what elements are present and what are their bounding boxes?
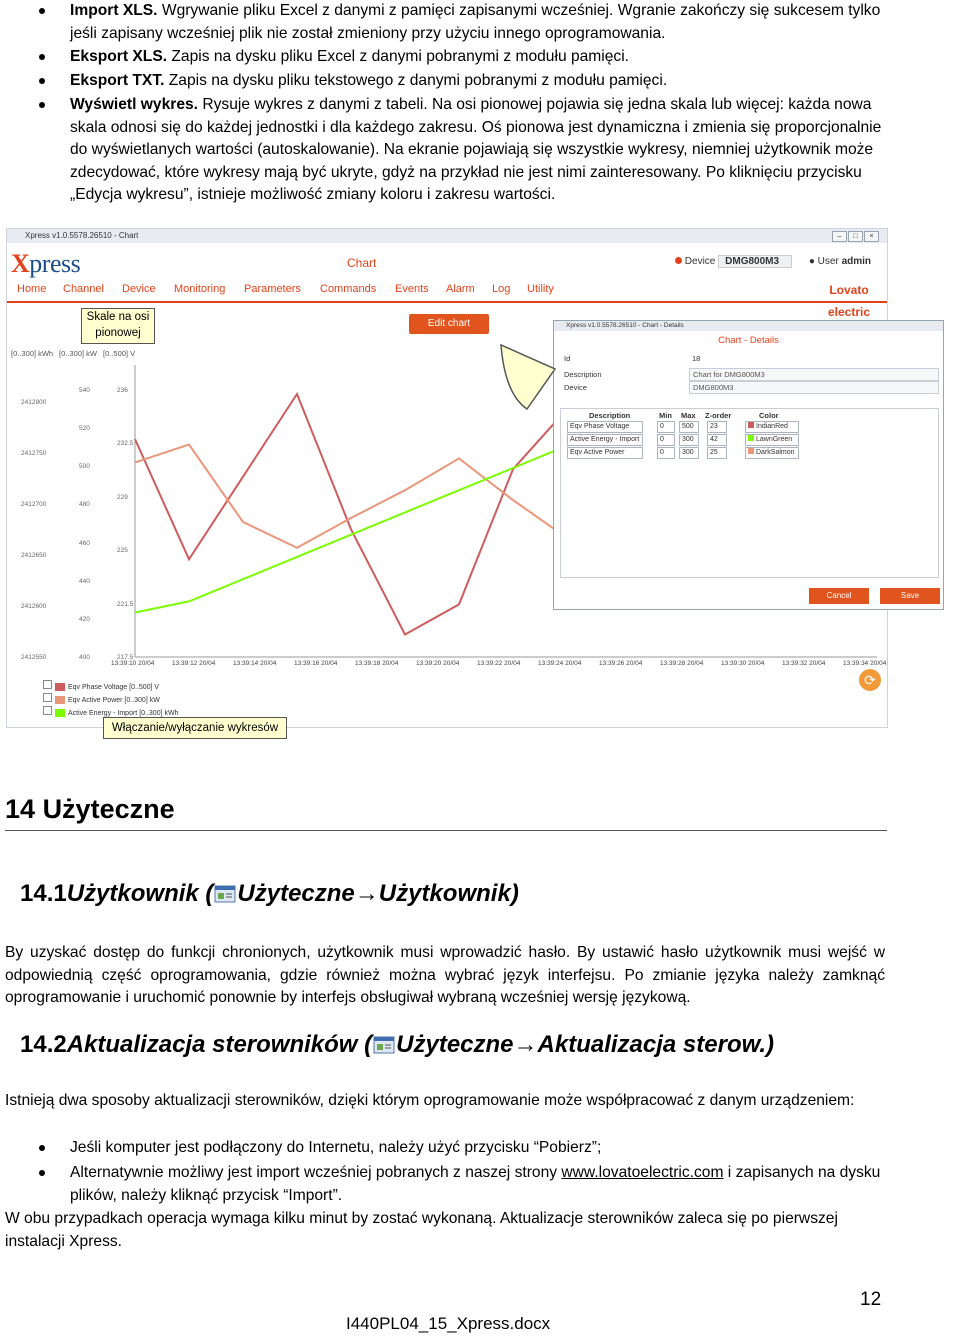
- col-zorder: Z-order: [705, 411, 732, 420]
- x-tick: 13:39:20 20/04: [416, 660, 460, 667]
- callout-scales: Skale na osi pionowej: [81, 308, 155, 344]
- row-description-select[interactable]: Eqv Active Power: [567, 447, 643, 459]
- bullet-text: Alternatywnie możliwy jest import wcześniej pobranych z naszej strony: [70, 1164, 562, 1181]
- row-min-input[interactable]: 0: [657, 421, 675, 433]
- bullet-bold: Eksport TXT.: [70, 72, 165, 89]
- utility-icon: [214, 885, 236, 903]
- color-swatch: [748, 435, 754, 441]
- y-tick-energy: 2412700: [21, 501, 47, 508]
- legend-item-voltage[interactable]: [43, 680, 159, 691]
- device-value: DMG800M3: [718, 255, 792, 268]
- y-tick-energy: 2412750: [21, 450, 47, 457]
- id-value: 18: [692, 354, 701, 363]
- legend-label: Eqv Active Power [0..300] kW: [68, 697, 160, 704]
- section-title-post: ): [766, 1031, 775, 1058]
- y-tick-power: 500: [79, 463, 90, 471]
- bullet-text: Zapis na dysku pliku Excel z danymi pobranymi z modułu pamięci.: [167, 48, 630, 65]
- row-zorder-input[interactable]: 42: [707, 434, 727, 446]
- legend-swatch: [55, 709, 65, 717]
- x-tick: 13:39:10 20/04: [111, 660, 155, 667]
- scale-header-v: [0..500] V: [103, 349, 136, 358]
- device-input[interactable]: DMG800M3: [689, 381, 939, 394]
- menu-item-commands[interactable]: Commands: [320, 283, 377, 295]
- bullet-text: Jeśli komputer jest podłączony do Internetu, należy użyć przycisku “Pobierz”;: [70, 1139, 602, 1156]
- bullet-export-txt: [70, 70, 888, 93]
- cancel-button[interactable]: Cancel: [809, 588, 869, 604]
- section-number: 14.2: [20, 1031, 67, 1058]
- scale-header-kw: [0..300] kW: [59, 349, 97, 358]
- x-tick: 13:39:18 20/04: [355, 660, 399, 667]
- y-tick-power: 460: [79, 539, 90, 547]
- legend-label: Active Energy - Import [0..300] kWh: [68, 710, 179, 717]
- section-heading-14-2: [20, 1031, 774, 1059]
- chart-screenshot: [6, 228, 920, 734]
- footer-filename: I440PL04_15_Xpress.docx: [346, 1314, 551, 1333]
- menu-item-events[interactable]: Events: [395, 283, 429, 295]
- section-title: Użyteczne: [42, 794, 175, 824]
- x-tick: 13:39:24 20/04: [538, 660, 582, 667]
- chart-details-dialog: [553, 320, 944, 610]
- brand-logo: Lovato electric: [817, 279, 881, 301]
- x-tick: 13:39:32 20/04: [782, 660, 826, 667]
- y-tick-power: 420: [79, 615, 90, 623]
- x-tick: 13:39:22 20/04: [477, 660, 521, 667]
- menu-item-utility[interactable]: Utility: [527, 283, 554, 295]
- menu-item-device[interactable]: Device: [122, 283, 156, 295]
- utility-icon: [373, 1036, 395, 1054]
- row-color-select[interactable]: DarkSalmon: [745, 447, 799, 459]
- menu-item-log[interactable]: Log: [492, 283, 511, 295]
- row-zorder-input[interactable]: 25: [707, 447, 727, 459]
- y-tick-voltage: 217.5: [117, 654, 134, 661]
- legend-swatch: [55, 683, 65, 691]
- scale-header-kwh: [0..300] kWh: [11, 349, 54, 358]
- y-tick-power: 400: [79, 654, 90, 661]
- section-title-path: Użyteczne→Użytkownik: [237, 880, 511, 907]
- user-icon: ●: [808, 256, 815, 267]
- user-label: User: [817, 256, 839, 267]
- bullet-text: Rysuje wykres z danymi z tabeli. Na osi pionowej pojawia się jedna skala lub więcej: każda nowa skala odnosi się do każdej jednostki i dla każdego zakresu. Oś pionowa jest dynamiczna i zmienia się proporcjonalnie do wyświetlanych wartości (autoskalowanie). Na ekranie pojawiają się wszystkie wykresy, niemniej użytkownik może zdecydować, które wykresy mają być ukryte, gdyż na przykład nie jest nimi zainteresowany. Po kliknięciu przycisku „Edycja wykresu”, istnieje możliwość zmiany koloru i zakresu wartości.: [70, 96, 882, 203]
- bullet-bold: Eksport XLS.: [70, 48, 168, 65]
- bullet-bold: Import XLS.: [70, 2, 158, 19]
- y-tick-voltage: 232.5: [117, 440, 134, 448]
- section-14-1-body: By uzyskać dostęp do funkcji chronionych, użytkownik musi wprowadzić hasło. By ustawić hasło użytkownik musi wejść w odpowiednią część oprogramowania, gdzie również można wybrać język interfejsu. Po zmianie języka należy zamknąć oprogramowanie i uruchomić ponownie by interfejs obsługiwał wybraną wcześniej wersję językową.: [5, 944, 885, 1006]
- row-max-input[interactable]: 300: [679, 434, 699, 446]
- bullet-text: Wgrywanie pliku Excel z danymi z pamięci zapisanymi wcześniej. Wgranie zakończy się sukcesem tylko jeśli zapisany wcześniej plik nie został zmieniony przy użyciu innego oprogramowania.: [70, 2, 881, 42]
- device-label: Device: [564, 383, 587, 392]
- section-title-post: ): [510, 880, 519, 907]
- logo-rest: press: [29, 249, 81, 278]
- save-button[interactable]: Save: [880, 588, 940, 604]
- section-number: 14: [5, 794, 36, 824]
- x-tick: 13:39:34 20/04: [843, 660, 887, 667]
- x-tick: 13:39:26 20/04: [599, 660, 643, 667]
- menu-item-alarm[interactable]: Alarm: [446, 283, 475, 295]
- row-min-input[interactable]: 0: [657, 447, 675, 459]
- legend-item-energy[interactable]: [43, 706, 179, 717]
- window-title: Xpress v1.0.5578.26510 - Chart: [25, 231, 139, 240]
- row-description-select[interactable]: Eqv Phase Voltage: [567, 421, 643, 433]
- y-tick-energy: 2412800: [21, 399, 47, 406]
- edit-chart-button[interactable]: Edit chart: [409, 314, 489, 334]
- x-tick: 13:39:14 20/04: [233, 660, 277, 667]
- bullet-download: [70, 1137, 888, 1160]
- section-title-pre: Aktualizacja sterowników (: [66, 1031, 373, 1058]
- dialog-title-bar: Xpress v1.0.5578.26510 - Chart - Details: [554, 321, 943, 331]
- row-color-select[interactable]: IndianRed: [745, 421, 799, 433]
- section-14-2-outro: W obu przypadkach operacja wymaga kilku minut by zostać wykonaną. Aktualizacje sterowników zaleca się po pierwszej instalacji Xpress.: [5, 1210, 838, 1250]
- row-min-input[interactable]: 0: [657, 434, 675, 446]
- id-label: Id: [564, 354, 571, 363]
- page-number: 12: [860, 1289, 882, 1310]
- y-tick-energy: 2412650: [21, 552, 47, 559]
- legend-checkbox-icon[interactable]: [43, 680, 52, 689]
- x-tick: 13:39:28 20/04: [660, 660, 704, 667]
- y-tick-voltage: 225: [117, 547, 128, 555]
- bullet-bold: Wyświetl wykres.: [70, 96, 198, 113]
- x-tick: 13:39:12 20/04: [172, 660, 216, 667]
- section-title-pre: Użytkownik (: [66, 880, 214, 907]
- series-line-voltage: [135, 394, 567, 635]
- section-heading-14-1: [20, 880, 519, 908]
- row-zorder-input[interactable]: 23: [707, 421, 727, 433]
- bullet-show-chart: [70, 94, 888, 207]
- heading-rule: [5, 830, 887, 831]
- legend-label: Eqv Phase Voltage [0..500] V: [68, 684, 160, 691]
- x-tick: 13:39:30 20/04: [721, 660, 765, 667]
- logo-x: X: [11, 249, 30, 278]
- col-max: Max: [681, 411, 696, 420]
- menu-item-home[interactable]: Home: [17, 283, 47, 295]
- series-grid: [560, 408, 939, 578]
- page-title: Chart: [347, 256, 377, 270]
- legend-swatch: [55, 696, 65, 704]
- refresh-icon[interactable]: ⟳: [859, 669, 881, 691]
- dialog-title: Chart - Details: [718, 335, 779, 346]
- legend-item-power[interactable]: [43, 693, 160, 704]
- description-label: Description: [564, 370, 602, 379]
- row-color-select[interactable]: LawnGreen: [745, 434, 799, 446]
- row-max-input[interactable]: 500: [679, 421, 699, 433]
- legend-checkbox-icon[interactable]: [43, 706, 52, 715]
- y-tick-voltage: 221.5: [117, 600, 134, 608]
- section-number: 14.1: [20, 880, 67, 907]
- minimize-icon[interactable]: –: [832, 231, 847, 242]
- x-tick: 13:39:16 20/04: [294, 660, 338, 667]
- y-tick-energy: 2412600: [21, 603, 47, 610]
- color-swatch: [748, 448, 754, 454]
- col-description: Description: [589, 411, 631, 420]
- menu-item-parameters[interactable]: Parameters: [244, 283, 301, 295]
- callout-toggle: Włączanie/wyłączanie wykresów: [103, 717, 287, 739]
- close-icon[interactable]: ×: [864, 231, 879, 242]
- y-tick-power: 440: [79, 577, 90, 585]
- bullet-import-xls: [70, 0, 888, 45]
- y-tick-power: 520: [79, 425, 90, 433]
- maximize-icon[interactable]: □: [848, 231, 863, 242]
- user-value: admin: [841, 256, 872, 267]
- bullet-text: Zapis na dysku pliku tekstowego z danymi pobranymi z modułu pamięci.: [164, 72, 668, 89]
- y-tick-voltage: 229: [117, 493, 128, 501]
- menu-item-channel[interactable]: Channel: [63, 283, 104, 295]
- col-min: Min: [659, 411, 672, 420]
- row-max-input[interactable]: 300: [679, 447, 699, 459]
- y-tick-power: 480: [79, 501, 90, 509]
- device-label: Device: [684, 256, 716, 267]
- bullet-import: [70, 1162, 888, 1207]
- legend-checkbox-icon[interactable]: [43, 693, 52, 702]
- row-description-select[interactable]: Active Energy - Import: [567, 434, 643, 446]
- bullet-text: i zapisanych na dysku plików, należy kliknąć przycisk “Import”.: [70, 1164, 881, 1204]
- y-tick-voltage: 236: [117, 387, 128, 394]
- section-14-2-intro: Istnieją dwa sposoby aktualizacji sterowników, dzięki którym oprogramowanie może współpracować z danym urządzeniem:: [5, 1092, 855, 1109]
- description-input[interactable]: Chart for DMG800M3: [689, 368, 939, 381]
- bullet-export-xls: [70, 46, 888, 69]
- section-heading-14: [5, 794, 175, 825]
- website-link[interactable]: www.lovatoelectric.com: [561, 1164, 724, 1181]
- y-tick-energy: 2412550: [21, 654, 47, 661]
- menu-item-monitoring[interactable]: Monitoring: [174, 283, 226, 295]
- section-title-path: Użyteczne→Aktualizacja sterow.: [396, 1031, 767, 1058]
- y-tick-power: 540: [79, 387, 90, 394]
- col-color: Color: [759, 411, 779, 420]
- color-swatch: [748, 422, 754, 428]
